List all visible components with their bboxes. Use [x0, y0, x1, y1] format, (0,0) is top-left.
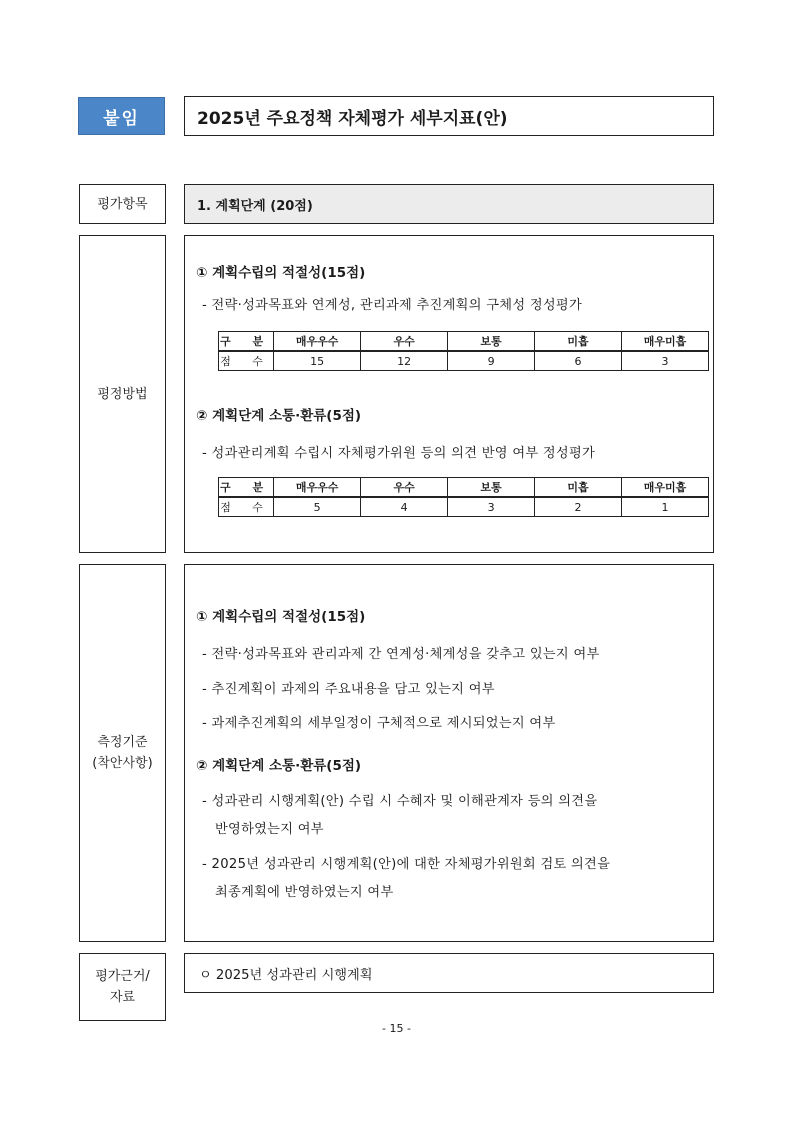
- table-cell: 3: [448, 497, 535, 517]
- table-header-cell: 우수: [361, 478, 448, 498]
- method-part1-desc: - 전략·성과목표와 연계성, 관리과제 추진계획의 구체성 정성평가: [202, 298, 583, 313]
- table-header-cell: 우수: [361, 332, 448, 352]
- method-part2-desc: - 성과관리계획 수립시 자체평가위원 등의 의견 반영 여부 정성평가: [202, 446, 596, 461]
- eval-item-value: 1. 계획단계 (20점): [184, 184, 714, 224]
- table-header-cell: 매우우수: [274, 332, 361, 352]
- table-header-cell: 보통: [448, 478, 535, 498]
- method-score-table-2: [218, 477, 709, 517]
- table-cell: 점 수: [219, 497, 274, 517]
- table-cell: 15: [274, 351, 361, 371]
- basis-label: [79, 953, 166, 1021]
- criteria-part1-heading: ① 계획수립의 적절성(15점): [196, 609, 366, 625]
- table-header-cell: 매우우수: [274, 478, 361, 498]
- page-number: - 15 -: [382, 1022, 411, 1035]
- table-cell: 12: [361, 351, 448, 371]
- criteria-item: - 전략·성과목표와 관리과제 간 연계성·체계성을 갖추고 있는지 여부: [202, 647, 600, 662]
- table-header-cell: 매우미흡: [622, 478, 709, 498]
- criteria-part2-heading: ② 계획단계 소통·환류(5점): [196, 758, 362, 774]
- criteria-label-line2: (착안사항): [92, 756, 153, 771]
- method-part2-heading: ② 계획단계 소통·환류(5점): [196, 408, 362, 424]
- table-header-cell: 미흡: [535, 332, 622, 352]
- table-header-cell: 미흡: [535, 478, 622, 498]
- criteria-item-continuation: 최종계획에 반영하였는지 여부: [215, 885, 394, 900]
- criteria-label: [79, 564, 166, 942]
- basis-label-line1: 평가근거/: [95, 969, 150, 984]
- method-part1-heading: ① 계획수립의 적절성(15점): [196, 265, 366, 281]
- table-cell: 2: [535, 497, 622, 517]
- method-content: [184, 235, 714, 553]
- table-cell: 점 수: [219, 351, 274, 371]
- table-cell: 5: [274, 497, 361, 517]
- criteria-content: [184, 564, 714, 942]
- criteria-item-continuation: 반영하였는지 여부: [215, 822, 324, 837]
- eval-item-label: 평가항목: [79, 184, 166, 224]
- table-cell: 3: [622, 351, 709, 371]
- method-score-table-1: [218, 331, 709, 371]
- table-cell: 9: [448, 351, 535, 371]
- criteria-label-line1: 측정기준: [97, 735, 148, 750]
- table-cell: 4: [361, 497, 448, 517]
- table-cell: 6: [535, 351, 622, 371]
- table-header-cell: 구 분: [219, 332, 274, 352]
- criteria-item: - 2025년 성과관리 시행계획(안)에 대한 자체평가위원회 검토 의견을: [202, 857, 611, 872]
- attachment-badge: 붙임: [78, 97, 165, 135]
- table-header-cell: 구 분: [219, 478, 274, 498]
- basis-label-line2: 자료: [109, 990, 136, 1005]
- table-cell: 1: [622, 497, 709, 517]
- criteria-item: - 추진계획이 과제의 주요내용을 담고 있는지 여부: [202, 682, 495, 697]
- criteria-item: - 성과관리 시행계획(안) 수립 시 수혜자 및 이해관계자 등의 의견을: [202, 794, 598, 809]
- basis-value: ㅇ 2025년 성과관리 시행계획: [199, 968, 373, 983]
- document-title: 2025년 주요정책 자체평가 세부지표(안): [184, 96, 714, 136]
- table-header-cell: 매우미흡: [622, 332, 709, 352]
- basis-content: [184, 953, 714, 993]
- criteria-item: - 과제추진계획의 세부일정이 구체적으로 제시되었는지 여부: [202, 716, 556, 731]
- method-label: 평정방법: [79, 235, 166, 553]
- table-header-cell: 보통: [448, 332, 535, 352]
